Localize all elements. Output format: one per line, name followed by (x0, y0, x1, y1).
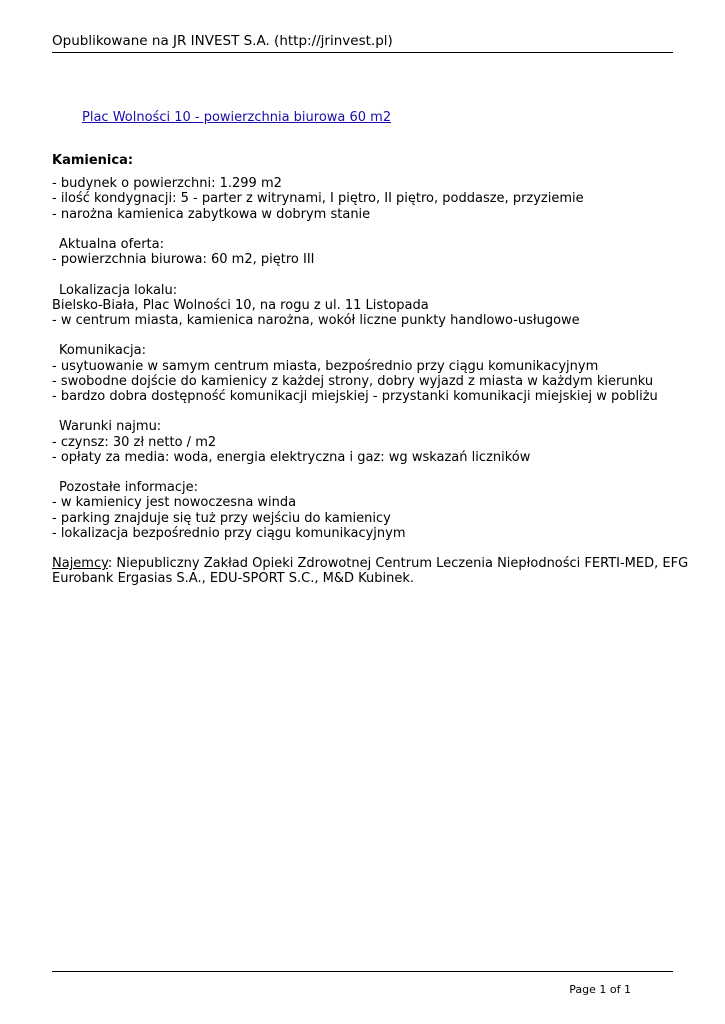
list-item: - lokalizacja bezpośrednio przy ciągu komunikacyjnym (52, 525, 406, 541)
list-item: - w centrum miasta, kamienica narożna, wokół liczne punkty handlowo-usługowe (52, 313, 580, 328)
list-item: - w kamienicy jest nowoczesna winda (52, 495, 297, 511)
rental-terms-section (52, 419, 673, 465)
offer-section (52, 237, 673, 267)
header-divider (52, 52, 673, 53)
tenants-line-1 (52, 556, 689, 572)
list-item: - opłaty za media: woda, energia elektryczna i gaz: wg wskazań liczników (52, 449, 531, 465)
section-label: Warunki najmu: (59, 419, 162, 435)
section-label: Komunikacja: (59, 343, 146, 359)
list-item: - bardzo dobra dostępność komunikacji miejskiej - przystanki komunikacji miejskiej w pobliżu (52, 389, 658, 404)
list-item: - swobodne dojście do kamienicy z każdej strony, dobry wyjazd z miasta w każdym kierunku (52, 373, 654, 389)
article-title-link[interactable]: Plac Wolności 10 - powierzchnia biurowa 60 m2 (82, 110, 392, 125)
section-label: Pozostałe informacje: (59, 480, 199, 496)
list-item: - parking znajduje się tuż przy wejściu do kamienicy (52, 510, 391, 526)
list-item: - powierzchnia biurowa: 60 m2, piętro III (52, 252, 315, 268)
list-item: - narożna kamienica zabytkowa w dobrym stanie (52, 206, 371, 222)
list-item: - usytuowanie w samym centrum miasta, bezpośrednio przy ciągu komunikacyjnym (52, 358, 599, 374)
list-item: - czynsz: 30 zł netto / m2 (52, 434, 217, 450)
tenants-section (52, 556, 689, 587)
section-label: Lokalizacja lokalu: (59, 282, 178, 298)
location-section (52, 283, 673, 329)
list-item: Bielsko-Biała, Plac Wolności 10, na rogu z ul. 11 Listopada (52, 297, 429, 313)
footer-divider (52, 971, 673, 972)
article-body (52, 110, 689, 587)
list-item: - ilość kondygnacji: 5 - parter z witrynami, I piętro, II piętro, poddasze, przyziemie (52, 191, 584, 207)
page-header-title: Opublikowane na JR INVEST S.A. (http://jrinvest.pl) (52, 33, 393, 49)
tenants-line-2: Eurobank Ergasias S.A., EDU-SPORT S.C., M&D Kubinek. (52, 571, 414, 587)
page-number: Page 1 of 1 (569, 983, 631, 996)
list-item: - budynek o powierzchni: 1.299 m2 (52, 176, 282, 192)
section-label: Aktualna oferta: (59, 237, 164, 252)
communication-section (52, 343, 673, 404)
tenants-text: : Niepubliczny Zakład Opieki Zdrowotnej Centrum Leczenia Niepłodności FERTI-MED, EFG (107, 556, 689, 572)
other-info-section (52, 480, 673, 541)
building-list (52, 176, 673, 222)
building-heading: Kamienica: (52, 153, 134, 168)
article-link-line (52, 110, 673, 129)
tenants-label: Najemcy (52, 556, 108, 572)
